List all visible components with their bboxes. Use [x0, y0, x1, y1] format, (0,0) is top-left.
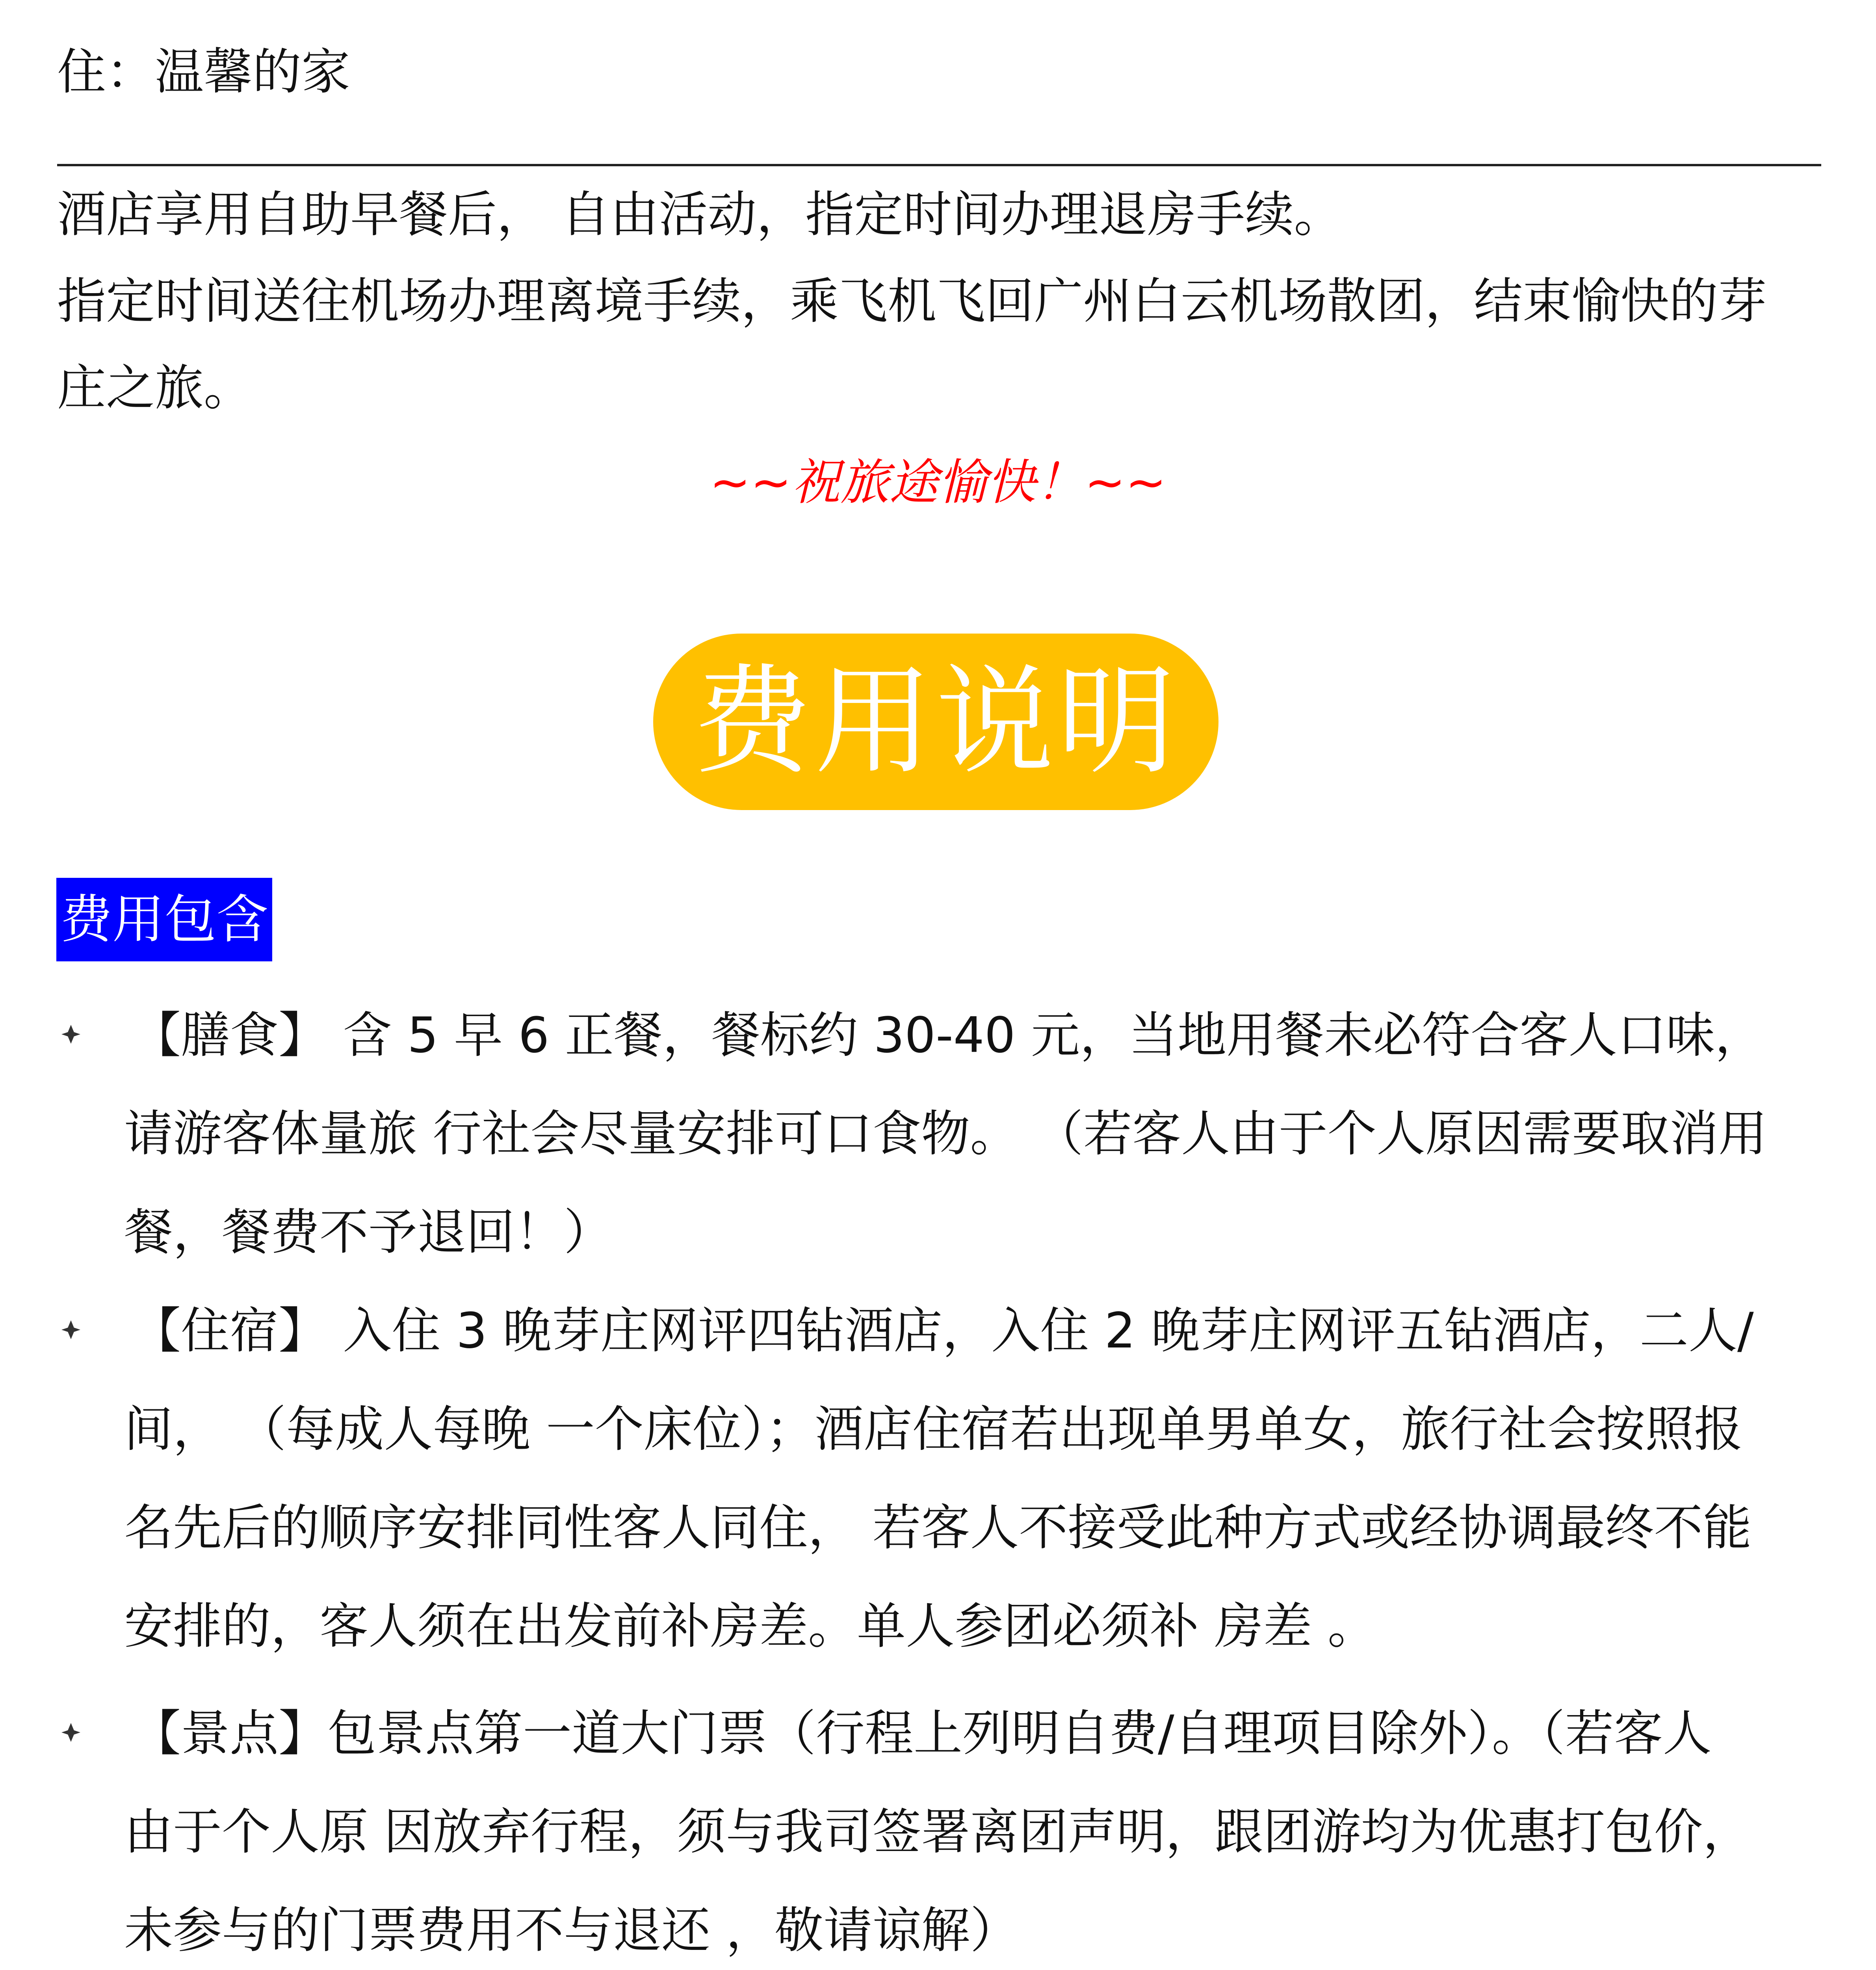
diamond-bullet-icon — [59, 1022, 83, 1046]
day-text-line-2: 指定时间送往机场办理离境手续，乘飞机飞回广州白云机场散团，结束愉快的芽 — [57, 273, 1767, 330]
stay-label: 住：温馨的家 — [57, 44, 351, 100]
meal-item-line-1: 【膳食】 含 5 早 6 正餐，餐标约 30-40 元，当地用餐未必符合客人口味， — [132, 1007, 1764, 1064]
diamond-bullet-icon — [59, 1721, 83, 1744]
day-text-line-3: 庄之旅。 — [57, 360, 253, 416]
fee-section-title: 费用说明 — [693, 653, 1179, 790]
fee-section-title-badge — [653, 634, 1218, 810]
meal-item-line-3: 餐，餐费不予退回！） — [124, 1204, 613, 1261]
lodging-item-line-4: 安排的，客人须在出发前补房差。单人参团必须补 房差 。 — [124, 1598, 1376, 1655]
fee-included-tag: 费用包含 — [56, 878, 272, 961]
lodging-item-line-1: 【住宿】 入住 3 晚芽庄网评四钻酒店，入住 2 晚芽庄网评五钻酒店，二人/ — [132, 1303, 1754, 1359]
lodging-item-line-3: 名先后的顺序安排同性客人同住， 若客人不接受此种方式或经协调最终不能 — [124, 1500, 1752, 1556]
diamond-bullet-icon — [59, 1318, 83, 1342]
lodging-item-line-2: 间， （每成人每晚 一个床位）；酒店住宿若出现单男单女，旅行社会按照报 — [124, 1401, 1743, 1458]
meal-item-line-2: 请游客体量旅 行社会尽量安排可口食物。 （若客人由于个人原因需要取消用 — [124, 1106, 1767, 1162]
farewell-text: ~~祝旅途愉快！~~ — [710, 454, 1166, 511]
day-text-line-1: 酒店享用自助早餐后， 自由活动，指定时间办理退房手续。 — [57, 186, 1343, 243]
sight-item-line-2: 由于个人原 因放弃行程，须与我司签署离团声明，跟团游均为优惠打包价， — [124, 1804, 1752, 1860]
sight-item-line-1: 【景点】包景点第一道大门票（行程上列明自费/自理项目除外）。（若客人 — [132, 1705, 1712, 1762]
sight-item-line-3: 未参与的门票费用不与退还 ，敬请谅解） — [124, 1902, 1019, 1959]
divider-line — [57, 164, 1821, 166]
